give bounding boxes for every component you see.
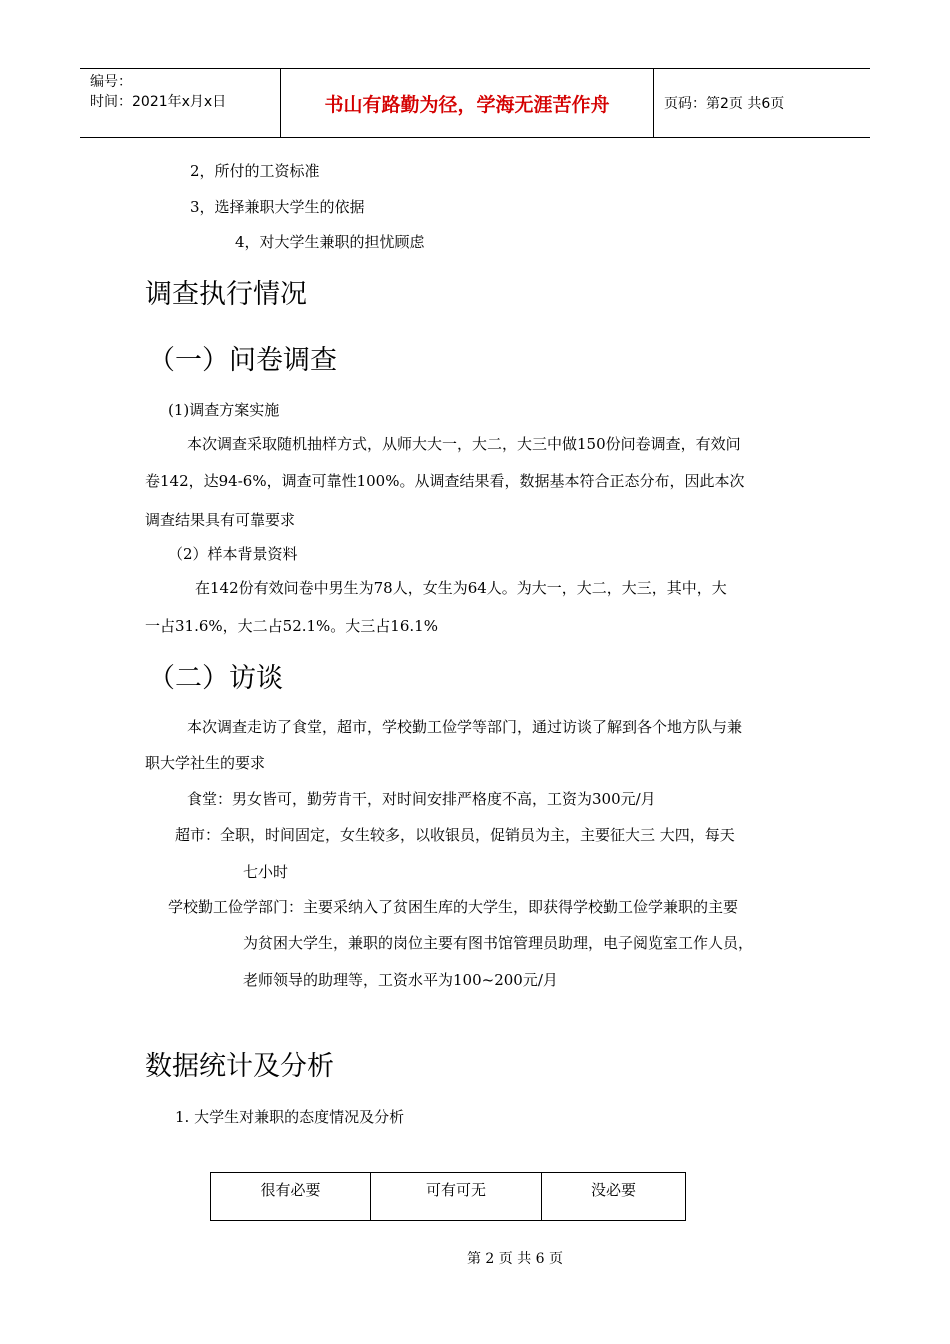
paragraph-line: 本次调查采取随机抽样方式，从师大大一，大二，大三中做150份问卷调查，有效问	[187, 435, 741, 453]
paragraph-line: 本次调查走访了食堂，超市，学校勤工俭学等部门，通过访谈了解到各个地方队与兼	[187, 718, 743, 736]
stats-item-1: 1. 大学生对兼职的态度情况及分析	[175, 1108, 405, 1126]
interview-canteen: 食堂：男女皆可，勤劳肯干，对时间安排严格度不高，工资为300元/月	[187, 790, 656, 808]
header-page-info: 页码：第2页 共6页	[664, 96, 785, 112]
attitude-table	[210, 1172, 686, 1221]
heading-stats: 数据统计及分析	[145, 1051, 334, 1082]
paragraph-line: 一占31.6%，大二占52.1%。大三占16.1%	[145, 617, 438, 635]
table-header-cell: 没必要	[542, 1173, 686, 1221]
heading-execution: 调查执行情况	[145, 279, 307, 310]
header-motto: 书山有路勤为径，学海无涯苦作舟	[281, 69, 654, 137]
page-header	[80, 68, 870, 138]
paragraph-line: 调查结果具有可靠要求	[145, 511, 296, 529]
table-row	[211, 1173, 686, 1221]
header-meta	[80, 69, 281, 137]
header-number: 编号：	[90, 74, 132, 90]
heading-interview: （二）访谈	[148, 663, 283, 694]
page-footer: 第 2 页 共 6 页	[466, 1251, 564, 1267]
paragraph-line: 在142份有效问卷中男生为78人，女生为64人。为大一，大二，大三，其中，大	[195, 579, 727, 597]
interview-market: 超市：全职，时间固定，女生较多，以收银员，促销员为主，主要征大三 大四，每天	[175, 826, 735, 844]
interview-school-cont: 为贫困大学生，兼职的岗位主要有图书馆管理员助理，电子阅览室工作人员，	[243, 934, 754, 952]
list-item-3: 3，选择兼职大学生的依据	[190, 198, 365, 216]
header-time: 时间：2021年x月x日	[90, 94, 227, 110]
paragraph-line: 卷142，达94-6%，调查可靠性100%。从调查结果看，数据基本符合正态分布，因此本次	[145, 472, 745, 490]
list-item-2: 2，所付的工资标准	[190, 162, 320, 180]
interview-school: 学校勤工俭学部门：主要采纳入了贫困生库的大学生，即获得学校勤工俭学兼职的主要	[168, 898, 739, 916]
list-item-4: 4，对大学生兼职的担忧顾虑	[235, 233, 425, 251]
interview-market-cont: 七小时	[243, 863, 289, 881]
sub-heading-plan: (1)调查方案实施	[168, 401, 280, 419]
interview-school-cont: 老师领导的助理等，工资水平为100~200元/月	[243, 971, 558, 989]
heading-questionnaire: （一）问卷调查	[148, 345, 337, 376]
sub-heading-sample: （2）样本背景资料	[168, 545, 298, 563]
table-header-cell: 可有可无	[371, 1173, 542, 1221]
table-header-cell: 很有必要	[211, 1173, 371, 1221]
paragraph-line: 职大学社生的要求	[145, 754, 266, 772]
